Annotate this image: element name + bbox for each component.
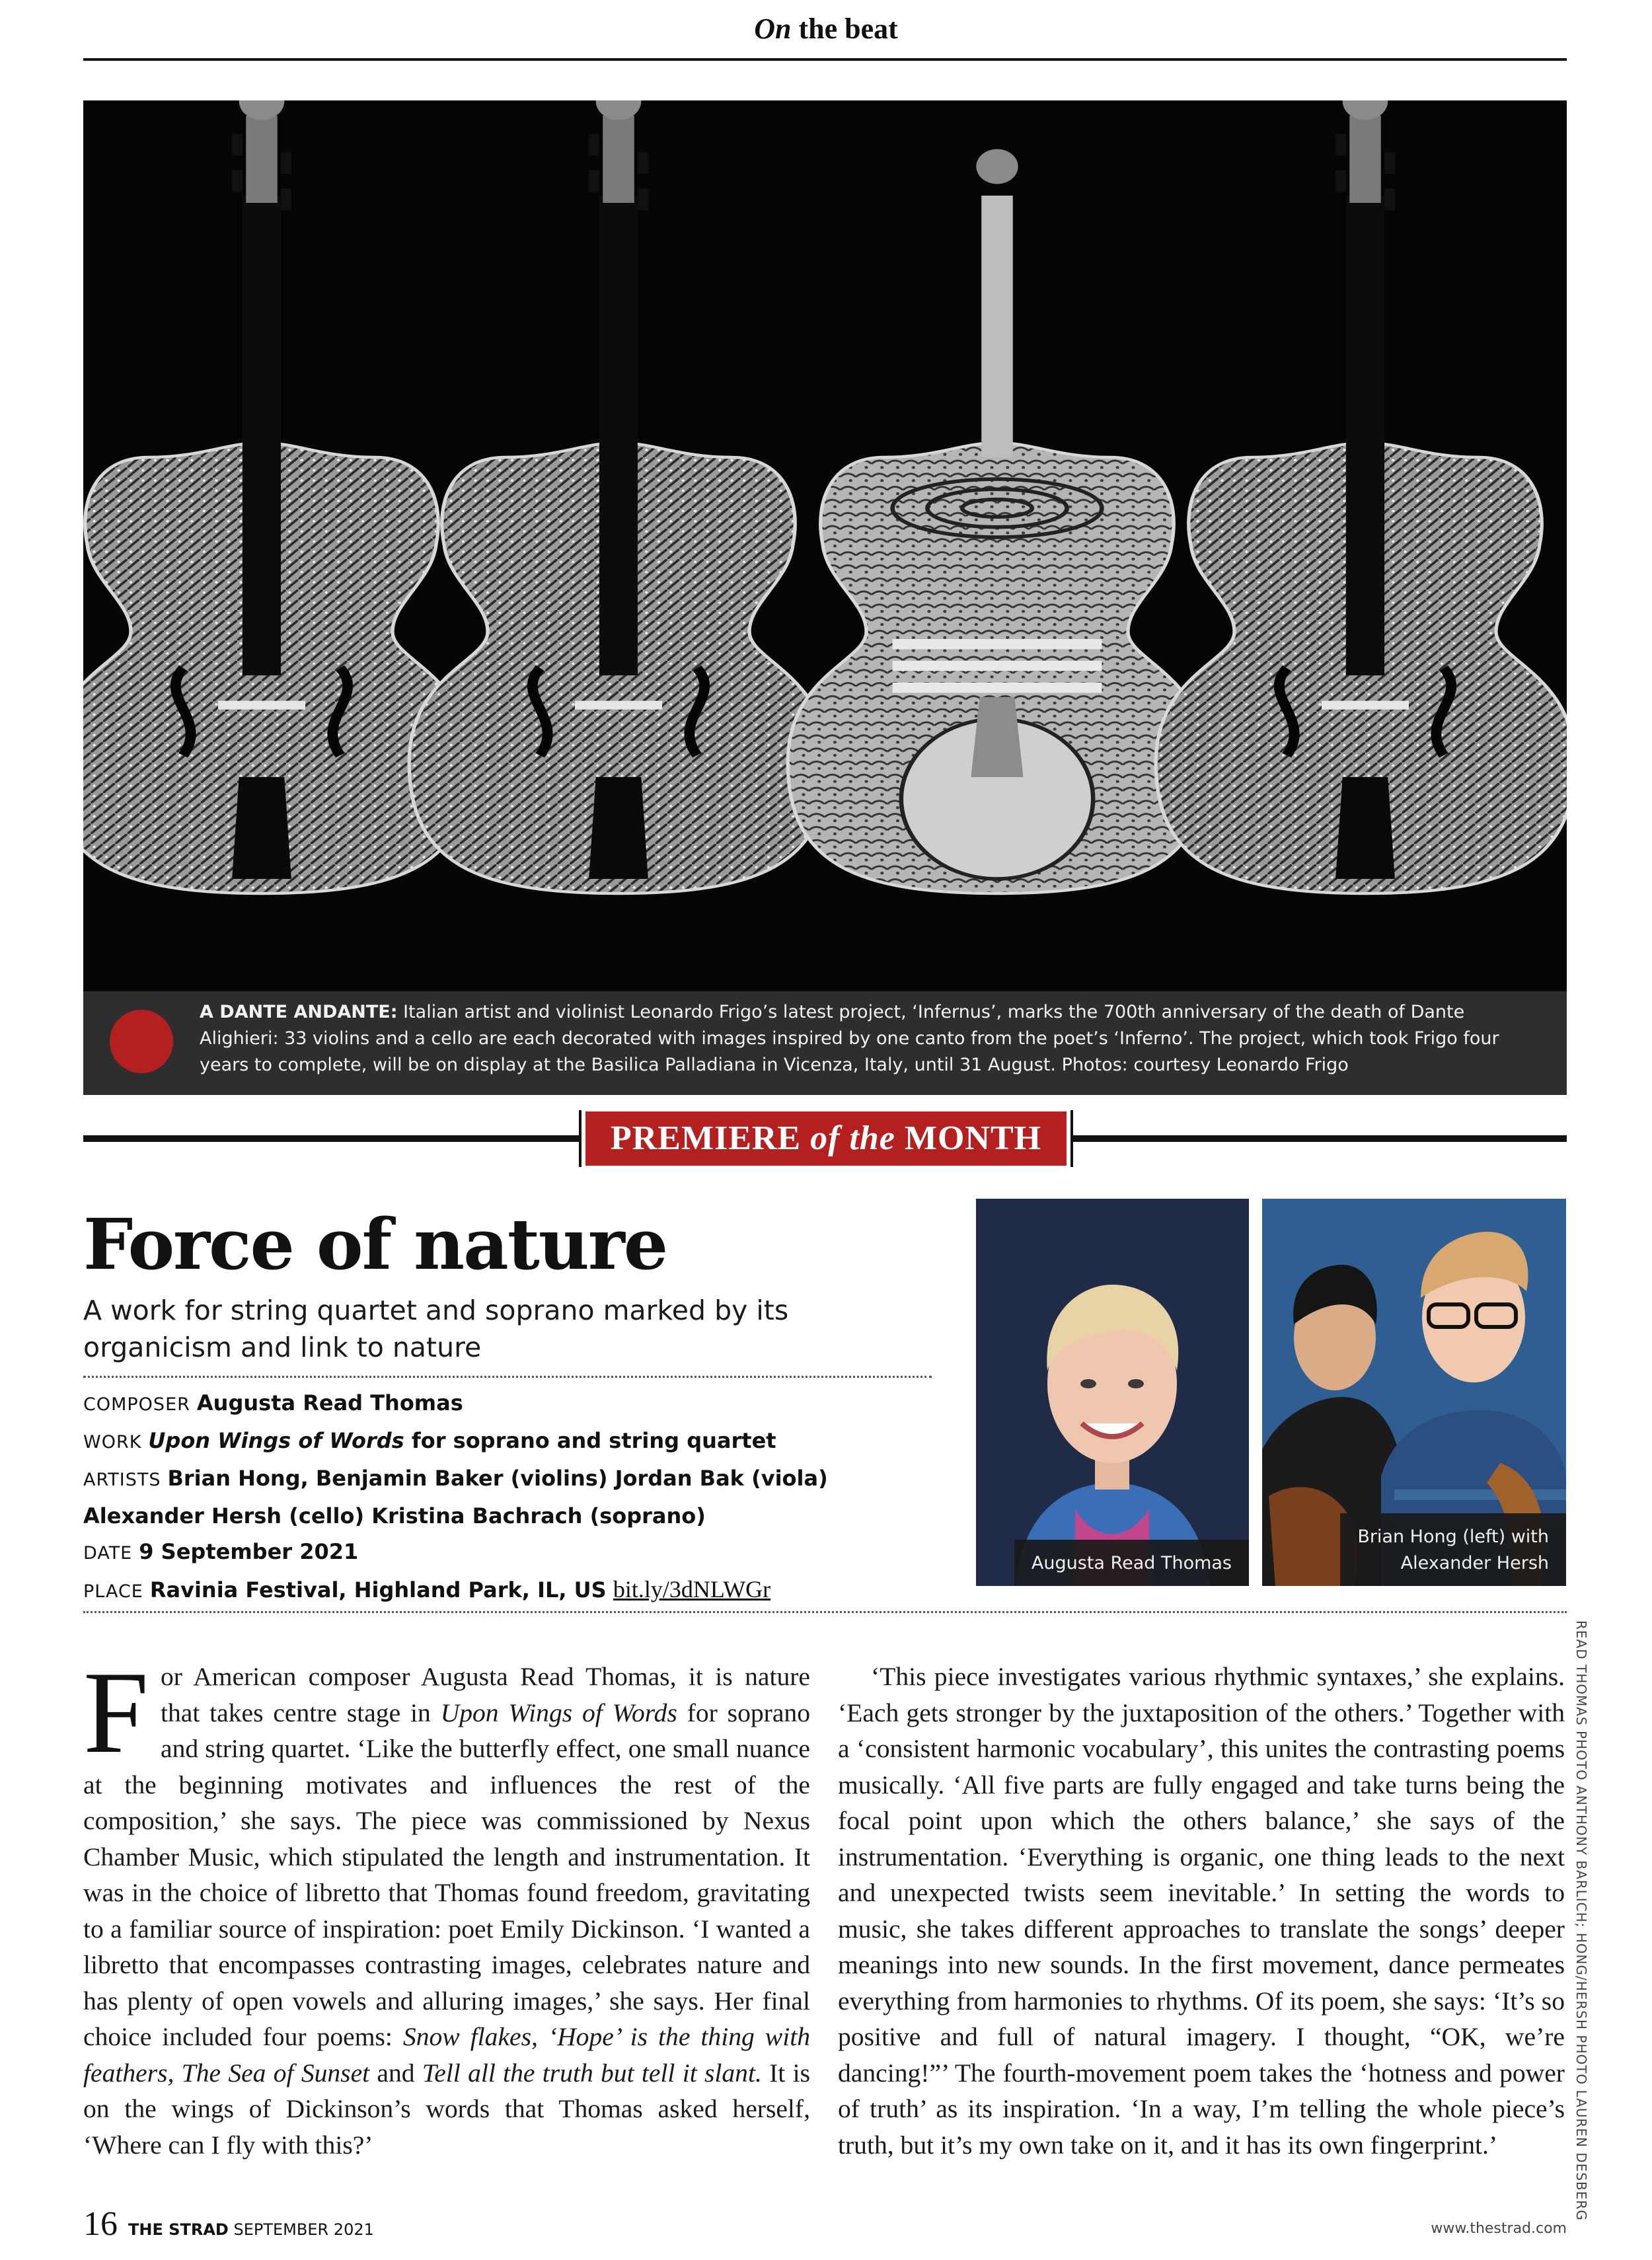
page-number: 16 bbox=[83, 2205, 118, 2243]
fact-place bbox=[83, 1571, 942, 1610]
banner-part-1: PREMIERE bbox=[610, 1119, 811, 1157]
section-header-prefix: On bbox=[754, 13, 792, 45]
photo-caption bbox=[200, 999, 1541, 1078]
header-rule bbox=[83, 58, 1567, 61]
fact-value: Brian Hong, Benjamin Baker (violins) Jordan Bak (viola) bbox=[167, 1466, 828, 1491]
body-column-left bbox=[83, 1647, 810, 2163]
fact-label: DATE bbox=[83, 1543, 133, 1563]
body-paragraph-1 bbox=[83, 1647, 810, 2163]
fact-label: PLACE bbox=[83, 1581, 143, 1602]
fact-label: COMPOSER bbox=[83, 1394, 190, 1415]
fact-value: 9 September 2021 bbox=[139, 1539, 359, 1564]
facts-bottom-rule bbox=[83, 1611, 1567, 1613]
website-url[interactable]: www.thestrad.com bbox=[1431, 2220, 1567, 2237]
banner-part-2: of the bbox=[810, 1119, 895, 1157]
event-link[interactable]: bit.ly/3dNLWGr bbox=[613, 1576, 771, 1602]
text-run-italic: Tell all the truth but tell it slant. bbox=[422, 2058, 762, 2088]
drop-cap: F bbox=[83, 1647, 149, 1778]
caption-line: Alexander Hersh bbox=[1400, 1553, 1549, 1573]
fact-composer bbox=[83, 1385, 942, 1423]
text-run: or American composer Augusta Read Thomas, it is nature that takes centre stage in bbox=[161, 1662, 810, 1727]
caption-line: Brian Hong (left) with bbox=[1357, 1526, 1549, 1547]
portrait-thomas-image bbox=[976, 1199, 1249, 1586]
banner-edge-right bbox=[1070, 1110, 1073, 1167]
banner-rule-left bbox=[83, 1135, 579, 1142]
facts-box bbox=[83, 1385, 942, 1610]
fact-value: Alexander Hersh (cello) Kristina Bachrach (soprano) bbox=[83, 1503, 706, 1528]
body-column-right bbox=[838, 1659, 1565, 2163]
portrait-caption-thomas bbox=[1014, 1540, 1249, 1586]
fact-label: WORK bbox=[83, 1432, 142, 1452]
text-run: It is on the wings of Dickinson’s words that Thomas asked herself, ‘Where can I fly with this?’ bbox=[83, 2058, 810, 2160]
text-run: for soprano and string quartet. ‘Like the butterfly effect, one small nuance at the beginning motivates and influences the rest of the composition,’ she says. The piece was commissioned by Nexus Chamber Music, which stipulated the length and instrumentation. It was in the choice of libretto that Thomas found freedom, gravitating to a familiar source of inspiration: poet Emily Dickinson. ‘I wanted a libretto that encompasses contrasting images, celebrates nature and has plenty of open vowels and alluring images,’ she says. Her final choice included four poems: bbox=[83, 1698, 810, 2051]
portrait-thomas bbox=[976, 1199, 1249, 1586]
photo-credit bbox=[1567, 1620, 1593, 2221]
caption-marker-dot bbox=[110, 1010, 173, 1073]
fact-value-title: Upon Wings of Words bbox=[148, 1428, 404, 1453]
fact-value: Augusta Read Thomas bbox=[196, 1390, 463, 1415]
body-paragraph-2: ‘This piece investigates various rhythmic syntaxes,’ she explains. ‘Each gets stronger by the juxtaposition of the others.’ Together with a ‘consistent harmonic vocabulary’, this unites the contrasting poems musically. ‘All five parts are fully engaged and take turns being the focal point upon which the others balance,’ she says of the instrumentation. ‘Everything is organic, one thing leads to the next and unexpected twists seem inevitable.’ In setting the words to music, she takes different approaches to translate the songs’ deeper meanings into new sounds. In the first movement, dance permeates everything from harmonies to rhythms. Of its poem, she says: ‘It’s so positive and full of natural imagery. I thought, “OK, we’re dancing!”’ The fourth-movement poem takes the ‘hotness and power of truth’ as its inspiration. ‘In a way, I’m telling the whole piece’s truth, but it’s my own take on it, and it has its own fingerprint.’ bbox=[838, 1662, 1565, 2160]
premiere-banner bbox=[585, 1111, 1067, 1166]
fact-value: for soprano and string quartet bbox=[404, 1428, 776, 1453]
fact-value: Ravinia Festival, Highland Park, IL, US bbox=[149, 1577, 607, 1602]
caption-lead: A DANTE ANDANTE: bbox=[200, 1002, 398, 1022]
section-header-suffix: the beat bbox=[791, 13, 898, 45]
fact-date bbox=[83, 1534, 942, 1571]
photo-credit-text: READ THOMAS PHOTO ANTHONY BARLICH; HONG/HERSH PHOTO LAUREN DESBERG bbox=[1573, 1620, 1589, 2221]
banner-rule-right bbox=[1073, 1135, 1567, 1142]
magazine-name: THE STRAD bbox=[128, 2220, 229, 2239]
portrait-hong-hersh bbox=[1262, 1199, 1566, 1586]
banner-part-3: MONTH bbox=[895, 1119, 1042, 1157]
section-header bbox=[0, 12, 1652, 46]
text-run: and bbox=[369, 2058, 422, 2088]
portrait-caption-hong-hersh bbox=[1340, 1513, 1566, 1586]
fact-work bbox=[83, 1423, 942, 1460]
text-run-italic: Upon Wings of Words bbox=[440, 1698, 677, 1727]
magazine-footer bbox=[128, 2220, 374, 2239]
fact-artists bbox=[83, 1460, 942, 1498]
article-title: Force of nature bbox=[83, 1203, 667, 1285]
fact-artists-cont bbox=[83, 1498, 942, 1534]
text-run-italic: Snow flakes, ‘Hope’ is the thing with feathers, The Sea of Sunset bbox=[83, 2022, 810, 2088]
caption-text: Italian artist and violinist Leonardo Frigo’s latest project, ‘Infernus’, marks the 700th anniversary of the death of Dante Alighieri: 33 violins and a cello are each decorated with images inspired by one canto from the poet’s ‘Inferno’. The project, which took Frigo four years to complete, will be on display at the Basilica Palladiana in Vicenza, Italy, until 31 August. Photos: courtesy Leonardo Frigo bbox=[200, 1002, 1499, 1075]
violins-illustration bbox=[83, 100, 1567, 993]
article-standfirst: A work for string quartet and soprano marked by its organicism and link to nature bbox=[83, 1295, 789, 1363]
magazine-issue: SEPTEMBER 2021 bbox=[228, 2220, 374, 2239]
fact-label: ARTISTS bbox=[83, 1470, 161, 1490]
violins-photo bbox=[83, 100, 1567, 1095]
banner-edge-left bbox=[579, 1110, 582, 1167]
facts-top-rule bbox=[83, 1376, 932, 1378]
caption-line: Augusta Read Thomas bbox=[1031, 1553, 1232, 1573]
